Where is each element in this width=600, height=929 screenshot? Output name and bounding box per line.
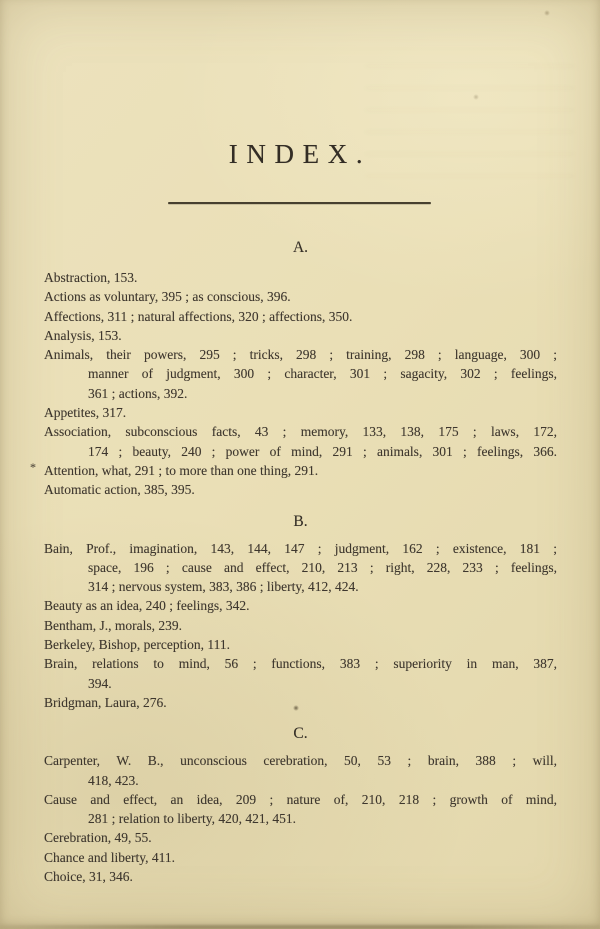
index-line: 394. <box>88 675 112 691</box>
index-line: Brain, relations to mind, 56 ; functions, 383 ; superiority in man, 387, <box>44 656 557 672</box>
index-line: 418, 423. <box>88 772 139 788</box>
index-line: Animals, their powers, 295 ; tricks, 298 ; training, 298 ; language, 300 ; <box>44 347 557 363</box>
index-line: 314 ; nervous system, 383, 386 ; liberty, 412, 424. <box>88 579 359 595</box>
index-line: Carpenter, W. B., unconscious cerebration, 50, 53 ; brain, 388 ; will, <box>44 753 557 769</box>
index-line: Attention, what, 291 ; to more than one thing, 291. * <box>30 459 319 478</box>
index-line: Bentham, J., morals, 239. <box>44 617 182 633</box>
index-line: Bain, Prof., imagination, 143, 144, 147 ; judgment, 162 ; existence, 181 ; <box>44 540 557 556</box>
index-line: Cause and effect, an idea, 209 ; nature of, 210, 218 ; growth of mind, <box>44 791 557 807</box>
index-line: Cerebration, 49, 55. <box>44 830 152 846</box>
index-line: Analysis, 153. <box>44 327 122 343</box>
index-line: 361 ; actions, 392. <box>88 385 188 401</box>
index-line: Berkeley, Bishop, perception, 111. <box>44 637 230 653</box>
index-line: Appetites, 317. <box>44 405 127 421</box>
index-line: Choice, 31, 346. <box>44 869 133 885</box>
index-line: Beauty as an idea, 240 ; feelings, 342. <box>44 598 250 614</box>
page-title: INDEX. <box>228 139 372 169</box>
index-line: 281 ; relation to liberty, 420, 421, 451. <box>88 811 296 827</box>
section-heading-b: B. <box>293 512 308 530</box>
index-line: Affections, 311 ; natural affections, 320 ; affections, 350. <box>44 308 353 324</box>
index-line: Association, subconscious facts, 43 ; memory, 133, 138, 175 ; laws, 172, <box>44 424 557 440</box>
index-line: Actions as voluntary, 395 ; as conscious, 396. <box>44 289 291 305</box>
index-line: manner of judgment, 300 ; character, 301 ; sagacity, 302 ; feelings, <box>88 366 557 382</box>
index-line: Automatic action, 385, 395. <box>44 482 195 498</box>
title-divider-rule <box>168 202 431 204</box>
index-content <box>30 238 557 886</box>
index-line: space, 196 ; cause and effect, 210, 213 ; right, 228, 233 ; feelings, <box>88 559 557 575</box>
section-heading-c: C. <box>293 725 308 743</box>
index-line: Bridgman, Laura, 276. <box>44 694 167 710</box>
index-line: 174 ; beauty, 240 ; power of mind, 291 ; animals, 301 ; feelings, 366. <box>88 443 557 459</box>
index-line: Chance and liberty, 411. <box>44 849 175 865</box>
index-line: Abstraction, 153. <box>44 270 138 285</box>
section-heading-a: A. <box>292 239 309 256</box>
margin-asterisk-mark: * <box>30 459 36 474</box>
